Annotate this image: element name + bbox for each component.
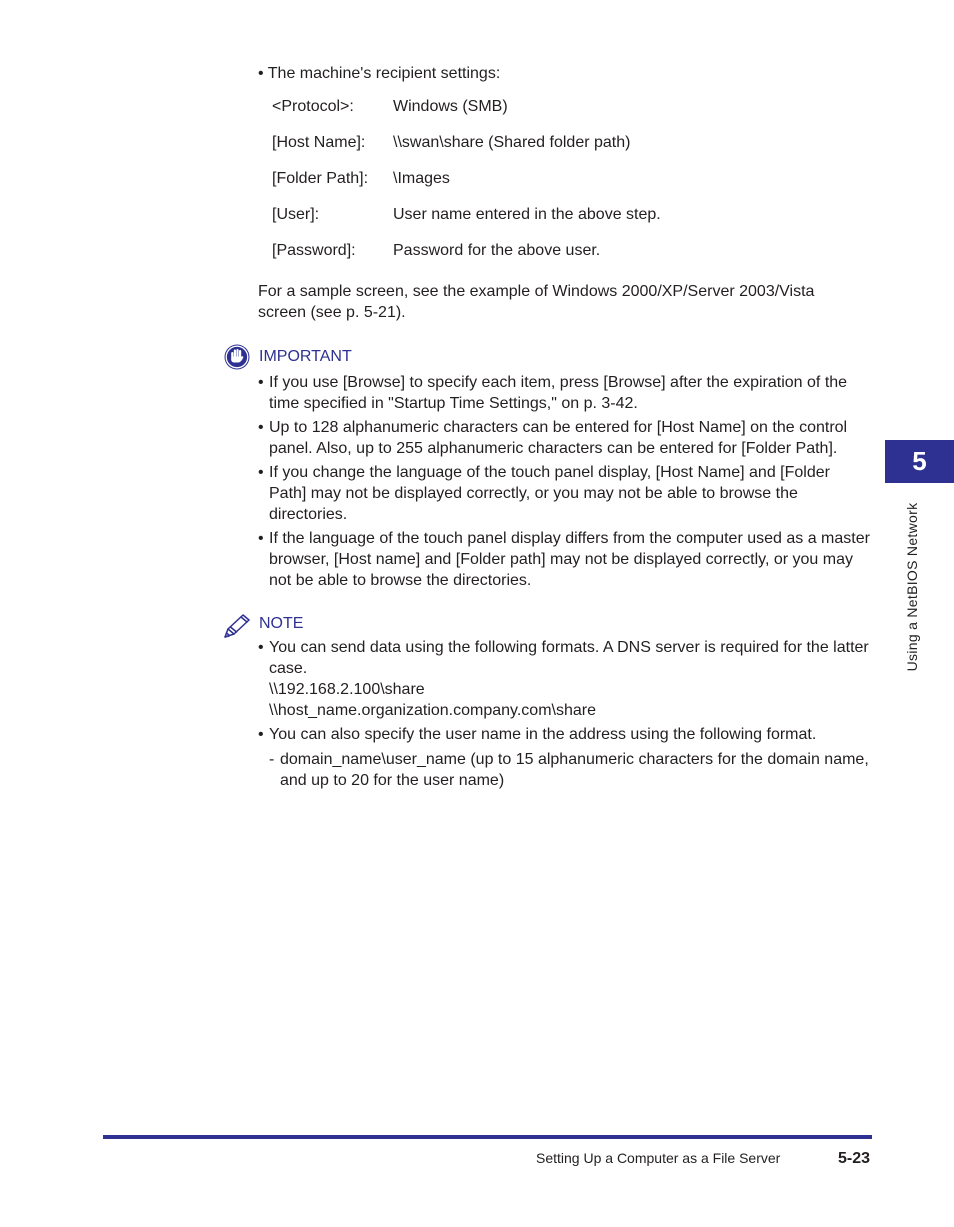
bullet: • — [258, 464, 264, 481]
chapter-title: Using a NetBIOS Network — [904, 502, 920, 672]
intro-text: The machine's recipient settings: — [267, 65, 501, 82]
list-item-text: You can also specify the user name in the address using the following format. — [269, 726, 817, 743]
bullet: • — [258, 419, 264, 436]
list-item — [258, 637, 870, 721]
bullet: • — [258, 65, 264, 82]
list-item — [258, 417, 870, 459]
bullet: • — [258, 374, 264, 391]
sample-screen-note: For a sample screen, see the example of Windows 2000/XP/Server 2003/Vista screen (see p. 5-21). — [258, 283, 815, 321]
bullet: • — [258, 726, 264, 743]
important-icon — [223, 343, 251, 371]
sub-list-item-text: domain_name\user_name (up to 15 alphanumeric characters for the domain name, and up to 20 for the user name) — [280, 751, 869, 789]
setting-value: \Images — [393, 170, 450, 187]
page-number: 5-23 — [838, 1150, 871, 1167]
important-heading: IMPORTANT — [259, 348, 352, 365]
bullet: • — [258, 639, 264, 656]
list-item — [258, 372, 870, 414]
footer-rule — [103, 1135, 872, 1139]
note-icon — [222, 612, 252, 640]
chapter-tab: 5 — [885, 440, 954, 483]
setting-key: <Protocol>: — [272, 98, 354, 115]
list-item-text: Up to 128 alphanumeric characters can be entered for [Host Name] on the control panel. Also, up to 255 alphanumeric characters can be entered for [Folder Path]. — [269, 419, 848, 457]
setting-key: [Folder Path]: — [272, 170, 369, 187]
setting-value: Windows (SMB) — [393, 98, 508, 115]
setting-key: [Host Name]: — [272, 134, 366, 151]
note-heading: NOTE — [259, 615, 304, 632]
hand-stop-icon — [223, 343, 251, 371]
pencil-icon — [222, 612, 252, 640]
list-item — [258, 462, 870, 525]
footer-section-title: Setting Up a Computer as a File Server — [536, 1150, 781, 1166]
dash: - — [269, 751, 275, 768]
setting-value: \\swan\share (Shared folder path) — [393, 134, 631, 151]
setting-key: [Password]: — [272, 242, 356, 259]
note-list — [258, 637, 870, 794]
address-example: \\192.168.2.100\share — [269, 681, 425, 698]
sub-list-item — [269, 749, 870, 791]
list-item-text: You can send data using the following formats. A DNS server is required for the latter case. — [269, 639, 869, 677]
bullet: • — [258, 530, 264, 547]
list-item — [258, 724, 870, 791]
setting-value: Password for the above user. — [393, 242, 601, 259]
list-item-text: If you use [Browse] to specify each item, press [Browse] after the expiration of the time specified in "Startup Time Settings," on p. 3-42. — [269, 374, 848, 412]
list-item — [258, 528, 870, 591]
setting-value: User name entered in the above step. — [393, 206, 661, 223]
setting-key: [User]: — [272, 206, 320, 223]
list-item-text: If the language of the touch panel display differs from the computer used as a master browser, [Host name] and [Folder path] may not be displayed correctly, or you may not be able to browse the directories. — [269, 530, 870, 589]
address-example: \\host_name.organization.company.com\share — [269, 702, 596, 719]
important-list — [258, 372, 870, 594]
list-item-text: If you change the language of the touch panel display, [Host Name] and [Folder Path] may not be displayed correctly, or you may not be able to browse the directories. — [269, 464, 830, 523]
intro-line — [258, 63, 500, 84]
